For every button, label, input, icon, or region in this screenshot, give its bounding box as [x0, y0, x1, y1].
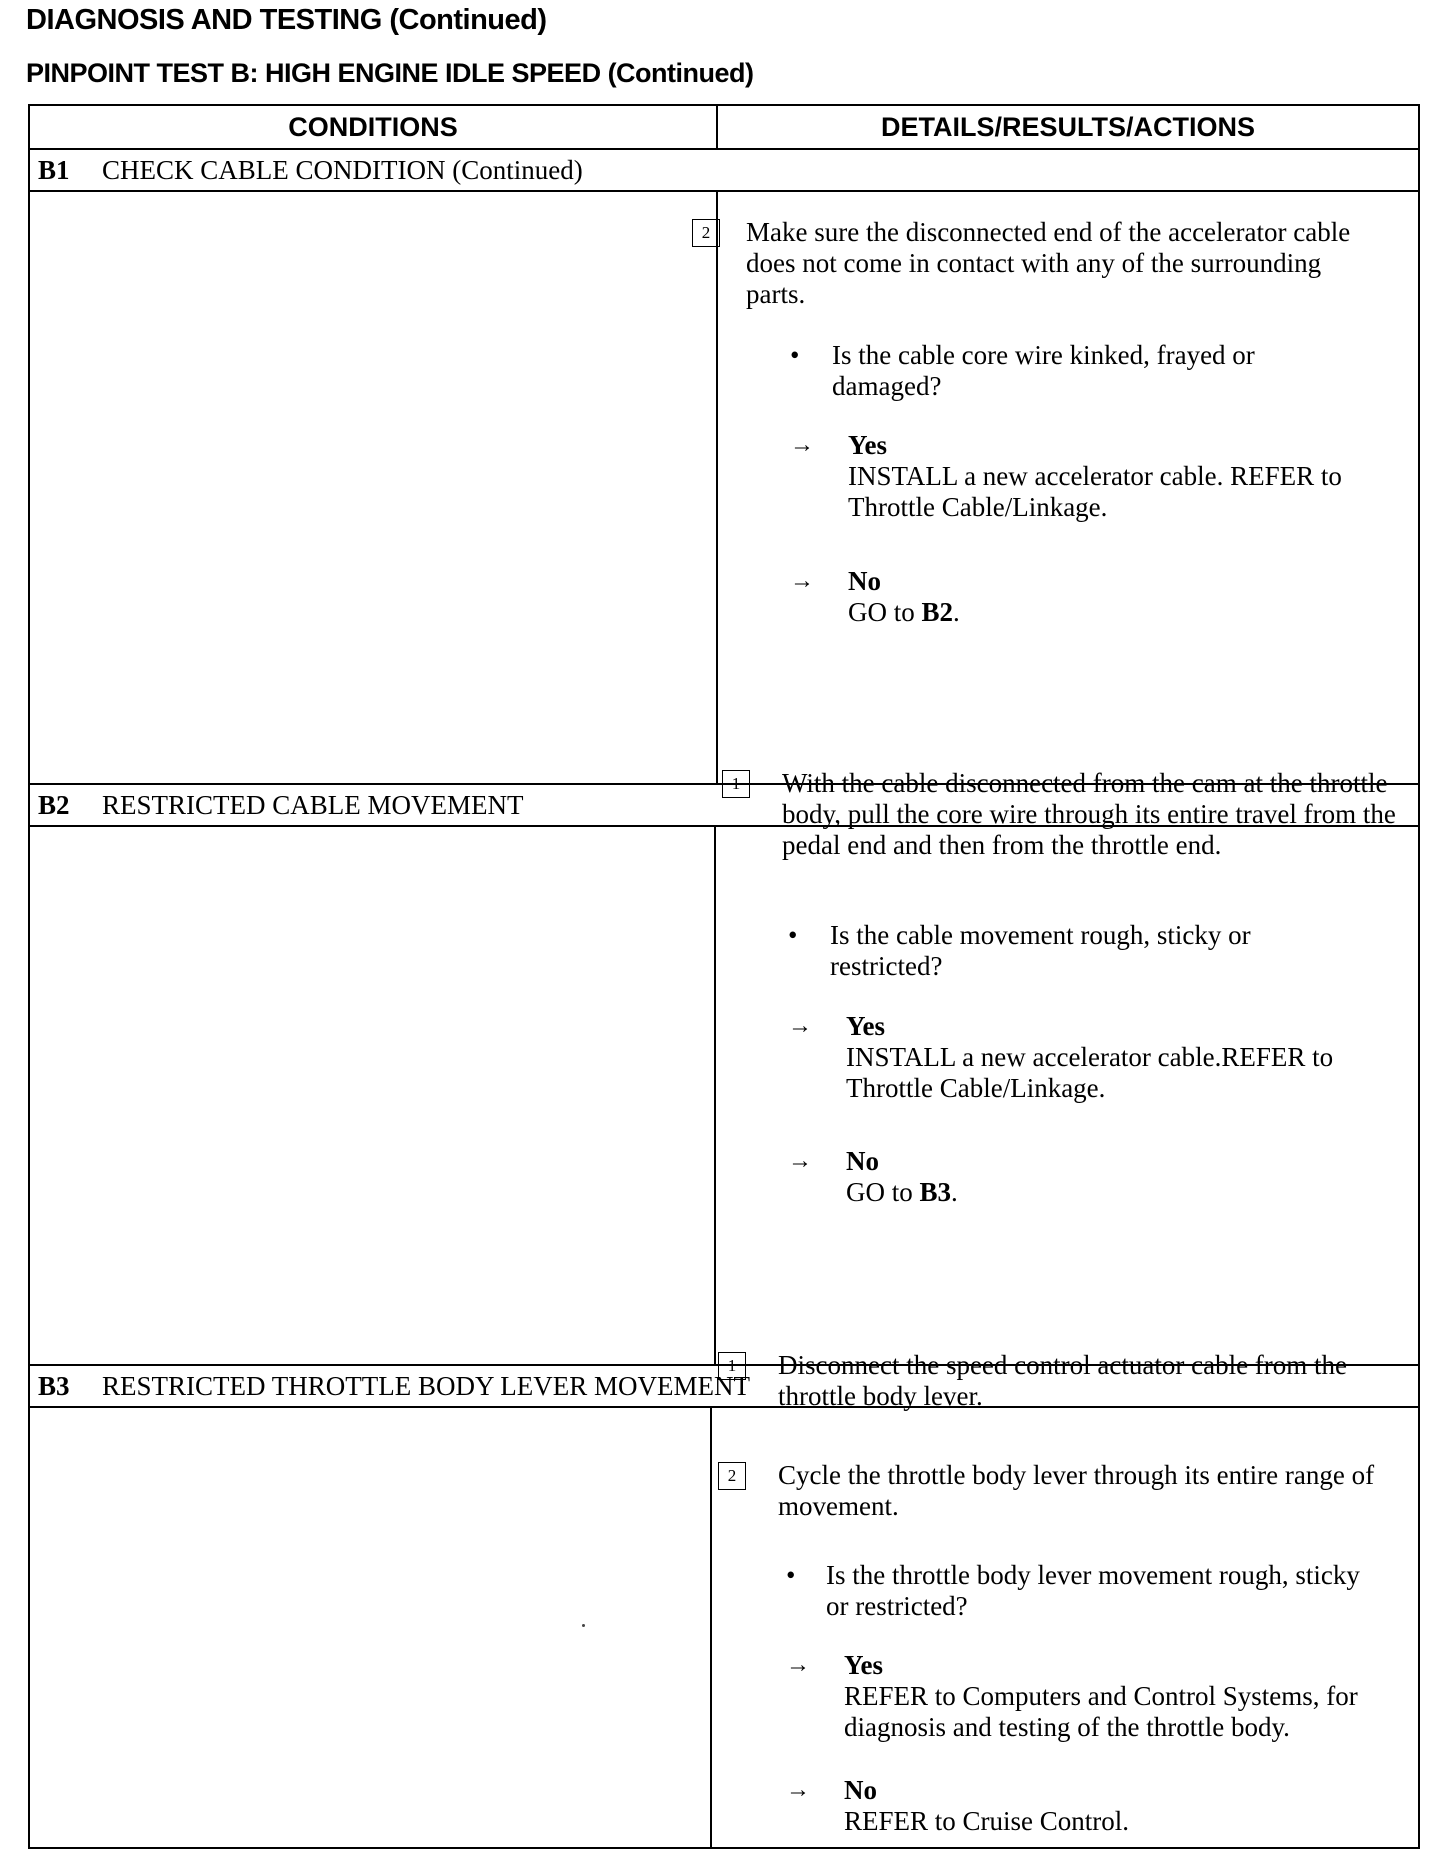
header-divider	[716, 106, 718, 148]
no-action-prefix: GO to	[848, 597, 922, 627]
step-number-box: 1	[718, 1352, 746, 1380]
rule	[30, 190, 1418, 192]
arrow-icon: →	[786, 1777, 810, 1803]
conditions-header: CONDITIONS	[288, 112, 458, 142]
no-label: No	[844, 1775, 877, 1805]
step-number-box: 1	[722, 770, 750, 798]
section-b1-heading	[38, 150, 583, 190]
no-action: REFER to Cruise Control.	[844, 1806, 1130, 1836]
yes-label: Yes	[844, 1650, 883, 1680]
details-header: DETAILS/RESULTS/ACTIONS	[880, 112, 1255, 142]
yes-action: REFER to Computers and Control Systems, for diagnosis and testing of the throttle body.	[844, 1681, 1358, 1742]
question-text: Is the throttle body lever movement rough, sticky or restricted?	[826, 1560, 1360, 1621]
step-text: Make sure the disconnected end of the accelerator cable does not come in contact with any of the surrounding parts.	[746, 217, 1351, 309]
no-label: No	[848, 566, 881, 596]
yes-label: Yes	[848, 430, 887, 460]
section-b3-heading	[38, 1366, 750, 1406]
no-action	[848, 597, 1418, 628]
step-text: Disconnect the speed control actuator cable from the throttle body lever.	[778, 1350, 1348, 1411]
no-action-suffix: .	[951, 1177, 958, 1207]
step-text: With the cable disconnected from the cam at the throttle body, pull the core wire through its entire travel from the pedal end and then from the throttle end.	[782, 768, 1396, 860]
column-divider	[714, 825, 716, 1364]
step-number-box: 2	[718, 1462, 746, 1490]
section-b1-id: B1	[38, 155, 70, 185]
no-action-ref: B3	[919, 1177, 952, 1207]
no-action	[846, 1177, 1416, 1208]
no-action-suffix: .	[953, 597, 960, 627]
column-divider	[716, 190, 718, 783]
page-title: DIAGNOSIS AND TESTING (Continued)	[26, 4, 547, 36]
bullet-icon: •	[790, 340, 800, 370]
yes-action: INSTALL a new accelerator cable. REFER to Throttle Cable/Linkage.	[848, 461, 1342, 522]
no-action-prefix: GO to	[846, 1177, 920, 1207]
section-b3-title: RESTRICTED THROTTLE BODY LEVER MOVEMENT	[102, 1371, 750, 1401]
test-title: PINPOINT TEST B: HIGH ENGINE IDLE SPEED (Continued)	[26, 58, 754, 88]
arrow-icon: →	[790, 568, 814, 594]
yes-label: Yes	[846, 1011, 885, 1041]
section-b2-title: RESTRICTED CABLE MOVEMENT	[102, 790, 524, 820]
column-divider	[710, 1406, 712, 1847]
arrow-icon: →	[790, 432, 814, 458]
section-b1-title: CHECK CABLE CONDITION (Continued)	[102, 155, 583, 185]
step-text: Cycle the throttle body lever through its entire range of movement.	[778, 1460, 1375, 1521]
bullet-icon: •	[788, 920, 798, 950]
section-b3-id: B3	[38, 1371, 70, 1401]
question-text: Is the cable movement rough, sticky or restricted?	[830, 920, 1251, 981]
arrow-icon: →	[786, 1652, 810, 1678]
question-text: Is the cable core wire kinked, frayed or damaged?	[832, 340, 1255, 401]
section-b2-id: B2	[38, 790, 70, 820]
yes-action: INSTALL a new accelerator cable.REFER to Throttle Cable/Linkage.	[846, 1042, 1334, 1103]
no-label: No	[846, 1146, 879, 1176]
arrow-icon: →	[788, 1148, 812, 1174]
section-b2-heading	[38, 785, 524, 825]
bullet-icon: •	[786, 1560, 796, 1590]
no-action-ref: B2	[921, 597, 954, 627]
arrow-icon: →	[788, 1013, 812, 1039]
scan-speck	[582, 1624, 585, 1627]
step-number-box: 2	[692, 219, 720, 247]
